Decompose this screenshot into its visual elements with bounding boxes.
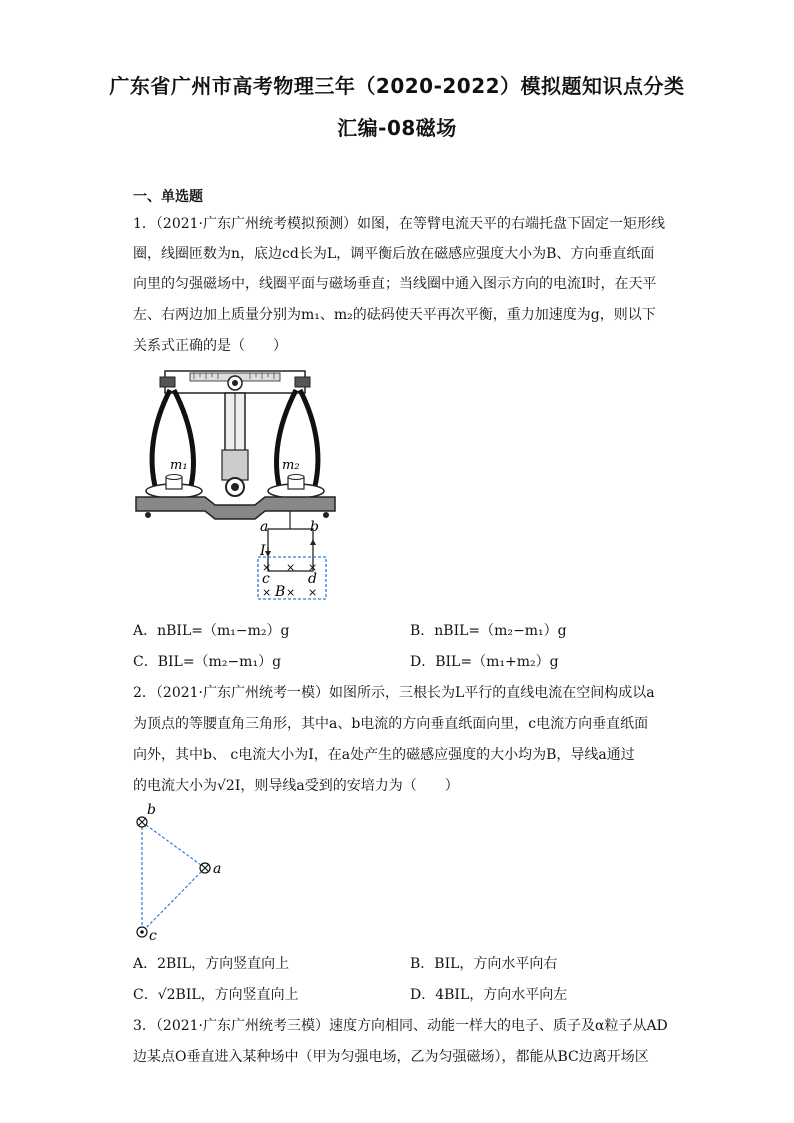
question-2-line: 的电流大小为√2I，则导线a受到的安培力为（ ） — [133, 778, 459, 794]
question-1-line: 左、右两边加上质量分别为m₁、m₂的砝码使天平再次平衡，重力加速度为g，则以下 — [133, 307, 656, 323]
document-title-line-1: 广东省广州市高考物理三年（2020-2022）模拟题知识点分类 — [109, 74, 685, 98]
wire-a-label: a — [213, 861, 222, 877]
current-balance-figure — [130, 365, 345, 605]
question-1-line: 关系式正确的是（ ） — [133, 338, 287, 354]
wire-b-label: b — [147, 802, 156, 818]
field-b-label: B — [275, 584, 286, 600]
current-i-label: I — [260, 543, 266, 559]
option-b[interactable]: B．BIL，方向水平向右 — [410, 956, 558, 972]
m2-label: m₂ — [282, 458, 300, 473]
option-a[interactable]: A．2BIL，方向竖直向上 — [133, 956, 290, 972]
field-cross: × — [308, 586, 318, 599]
section-heading: 一、单选题 — [133, 189, 203, 205]
question-2-line: 向外，其中b、 c电流大小为I，在a处产生的磁感应强度的大小均为B，导线a通过 — [133, 747, 635, 763]
wire-a-into-page-icon — [200, 863, 210, 873]
option-a[interactable]: A．nBIL=（m₁−m₂）g — [133, 623, 290, 639]
triangle-currents-figure — [130, 800, 240, 945]
option-c[interactable]: C．BIL=（m₂−m₁）g — [133, 654, 282, 670]
corner-c-label: c — [262, 571, 270, 587]
option-d[interactable]: D．4BIL，方向水平向左 — [410, 987, 568, 1003]
question-3-line: 3．（2021·广东广州统考三模）速度方向相同、动能一样大的电子、质子及α粒子从AD — [133, 1018, 668, 1034]
field-cross: × — [262, 586, 272, 599]
corner-b-label: b — [310, 519, 319, 535]
option-d[interactable]: D．BIL=（m₁+m₂）g — [410, 654, 559, 670]
question-2-line: 为顶点的等腰直角三角形，其中a、b电流的方向垂直纸面向里，c电流方向垂直纸面 — [133, 716, 649, 732]
field-cross: × — [286, 586, 296, 599]
question-1-line: 向里的匀强磁场中，线圈平面与磁场垂直；当线圈中通入图示方向的电流I时，在天平 — [133, 276, 657, 292]
question-2-line: 2．（2021·广东广州统考一模）如图所示，三根长为L平行的直线电流在空间构成以a — [133, 685, 655, 701]
question-1-line: 1．（2021·广东广州统考模拟预测）如图，在等臂电流天平的右端托盘下固定一矩形线 — [133, 216, 665, 232]
wire-b-into-page-icon — [137, 817, 147, 827]
option-c[interactable]: C．√2BIL，方向竖直向上 — [133, 987, 299, 1003]
option-b[interactable]: B．nBIL=（m₂−m₁）g — [410, 623, 567, 639]
field-cross: × — [308, 561, 318, 574]
corner-d-label: d — [308, 571, 317, 587]
field-cross: × — [286, 561, 296, 574]
question-3-line: 边某点O垂直进入某种场中（甲为匀强电场，乙为匀强磁场），都能从BC边离开场区 — [133, 1049, 649, 1065]
corner-a-label: a — [260, 519, 269, 535]
document-title-line-2: 汇编-08磁场 — [337, 116, 457, 140]
m1-label: m₁ — [170, 458, 188, 473]
wire-c-label: c — [149, 928, 157, 944]
wire-c-out-of-page-icon — [137, 927, 147, 937]
question-1-line: 圈，线圈匝数为n，底边cd长为L，调平衡后放在磁感应强度大小为B、方向垂直纸面 — [133, 246, 655, 262]
field-cross: × — [262, 561, 272, 574]
